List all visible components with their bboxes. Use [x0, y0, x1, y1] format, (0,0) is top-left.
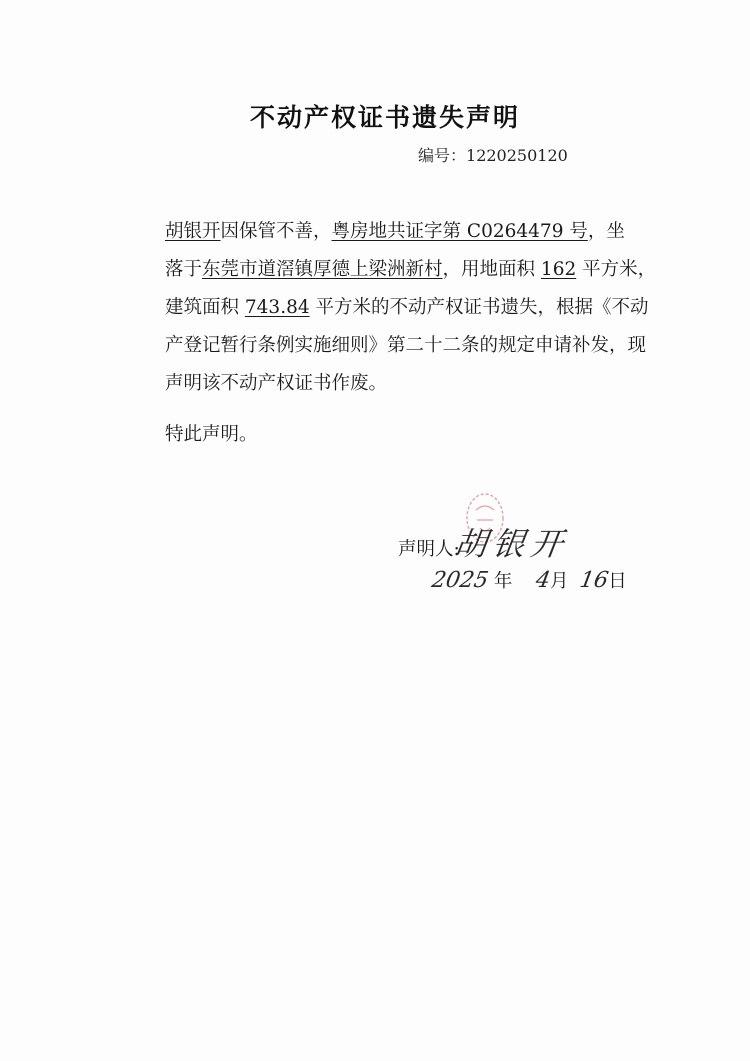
document-number-label: 编号：: [418, 146, 467, 165]
date-month: 4: [533, 568, 553, 593]
signature-date: [429, 567, 627, 593]
statement-text: ，用地面积: [442, 259, 541, 280]
property-address: 东莞市道滘镇厚德上梁洲新村: [202, 259, 443, 280]
statement-line-5: 声明该不动产权证书作废。: [165, 373, 388, 394]
date-day-unit: 日: [608, 571, 627, 592]
statement-text: ，坐: [587, 221, 625, 242]
document-number: [418, 143, 568, 166]
statement-text: 平方米的不动产权证书遗失，根据《不动: [309, 297, 649, 318]
statement-body: [165, 213, 657, 403]
declarant-label: 声明人:: [398, 539, 460, 560]
date-month-unit: 月: [549, 571, 569, 592]
date-year-unit: 年: [493, 571, 513, 592]
statement-line-2: [165, 251, 657, 289]
statement-text: 落于: [165, 259, 203, 280]
date-year: 2025: [429, 568, 491, 593]
statement-paragraph: [165, 213, 657, 403]
certificate-number: 粤房地共证字第 C0264479 号: [331, 221, 588, 242]
statement-text: 因保管不善，: [220, 221, 332, 242]
statement-line-3: [165, 289, 649, 327]
building-area: 743.84: [244, 297, 310, 318]
statement-text: 平方米，: [576, 259, 657, 280]
document-title: 不动产权证书遗失声明: [249, 103, 520, 132]
document-number-value: 1220250120: [466, 146, 568, 165]
date-day: 16: [578, 568, 611, 593]
land-area: 162: [540, 259, 577, 280]
statement-line-4: 产登记暂行条例实施细则》第二十二条的规定申请补发，现: [165, 335, 647, 356]
handwritten-signature: 胡银开: [452, 525, 572, 563]
closing-remark: 特此声明。: [165, 424, 258, 445]
owner-name: 胡银开: [165, 221, 221, 242]
statement-line-1: [165, 213, 645, 251]
statement-text: 建筑面积: [165, 297, 245, 318]
